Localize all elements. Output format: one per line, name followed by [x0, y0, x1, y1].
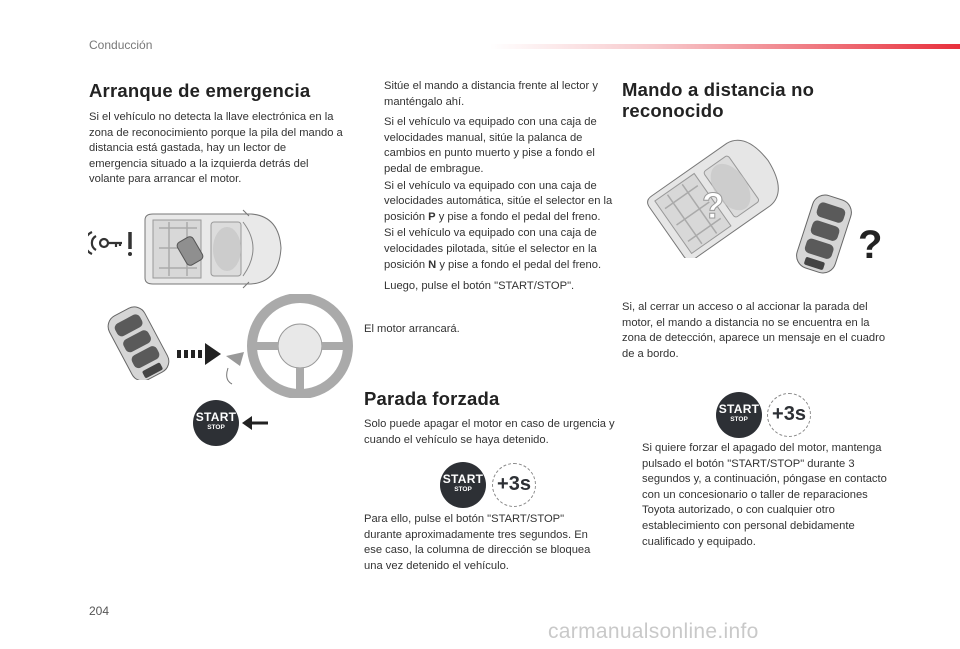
- start-label: START: [718, 402, 760, 416]
- watermark: carmanualsonline.info: [548, 620, 759, 643]
- emergency-start-steps: [364, 79, 620, 295]
- stop-label: STOP: [730, 416, 748, 423]
- car-top-view-illustration: [646, 138, 784, 258]
- motor-starts-text: El motor arrancará.: [364, 323, 460, 335]
- list-item: Si el vehículo va equipado con una caja de velocidades automática, sitúe el selector en la posición P y pise a fondo el pedal del freno.: [384, 179, 613, 223]
- steering-wheel-illustration: [218, 294, 378, 398]
- forced-stop-detail: Para ello, pulse el botón "START/STOP" durante aproximadamente tres segundos. En ese caso, la columna de dirección se bloquea una vez detenido el vehículo.: [364, 513, 591, 572]
- forced-stop-title: Parada forzada: [364, 388, 500, 409]
- arrow-icon: [240, 414, 270, 432]
- emergency-start-paragraph: Si el vehículo no detecta la llave electrónica en la zona de reconocimiento porque la pila del mando a distancia está gastada, hay un lector de emergencia situado a la izquierda detrás del volante para arrancar el motor.: [89, 111, 343, 186]
- stop-label: STOP: [207, 424, 225, 431]
- start-label: START: [195, 410, 237, 424]
- question-mark-icon: [856, 222, 886, 264]
- list-item: Sitúe el mando a distancia frente al lector y manténgalo ahí.: [384, 80, 598, 108]
- remote-not-recognized-title: Mando a distancia no reconocido: [622, 79, 815, 121]
- list-item: Si el vehículo va equipado con una caja de velocidades pilotada, sitúe el selector en la posición N y pise a fondo el pedal del freno.: [384, 227, 602, 271]
- hold-3s-icon: +3s: [767, 393, 811, 437]
- svg-text:?: ?: [858, 223, 883, 264]
- arrow-icon: [175, 341, 223, 367]
- hold-3s-icon: +3s: [492, 463, 536, 507]
- emergency-start-title: Arranque de emergencia: [89, 80, 311, 101]
- remote-key-illustration: [100, 306, 176, 380]
- start-stop-button: [193, 400, 239, 446]
- start-label: START: [442, 472, 484, 486]
- force-shutdown-steps: [622, 441, 900, 555]
- remote-not-recognized-paragraph: Si, al cerrar un acceso o al accionar la parada del motor, el mando a distancia no se encuentra en la zona de detección, aparece un mensaje en el cuadro de a bordo.: [622, 301, 886, 360]
- list-item: Si quiere forzar el apagado del motor, mantenga pulsado el botón "START/STOP" durante 3 segundos y, a continuación, póngase en contacto con un concesionario o taller de reparaciones Toyota autorizado, o con cualquier otro establecimiento con personal debidamente cualificado y equipado.: [642, 442, 887, 548]
- car-top-view-illustration: [139, 208, 285, 290]
- header-accent-bar: [490, 44, 960, 49]
- remote-key-illustration: [788, 192, 860, 276]
- key-warning-icon: [88, 228, 136, 258]
- section-header: Conducción: [89, 38, 153, 52]
- list-item: Si el vehículo va equipado con una caja de velocidades manual, sitúe la palanca de cambios en punto muerto y pise a fondo el pedal de embrague.: [384, 116, 597, 175]
- question-mark-icon: ?: [702, 185, 724, 226]
- start-stop-button: [440, 462, 486, 508]
- page-number: 204: [89, 604, 110, 618]
- stop-label: STOP: [454, 486, 472, 493]
- start-stop-button: [716, 392, 762, 438]
- list-item: Luego, pulse el botón "START/STOP".: [384, 280, 575, 293]
- forced-stop-intro: Solo puede apagar el motor en caso de urgencia y cuando el vehículo se haya detenido.: [364, 418, 615, 446]
